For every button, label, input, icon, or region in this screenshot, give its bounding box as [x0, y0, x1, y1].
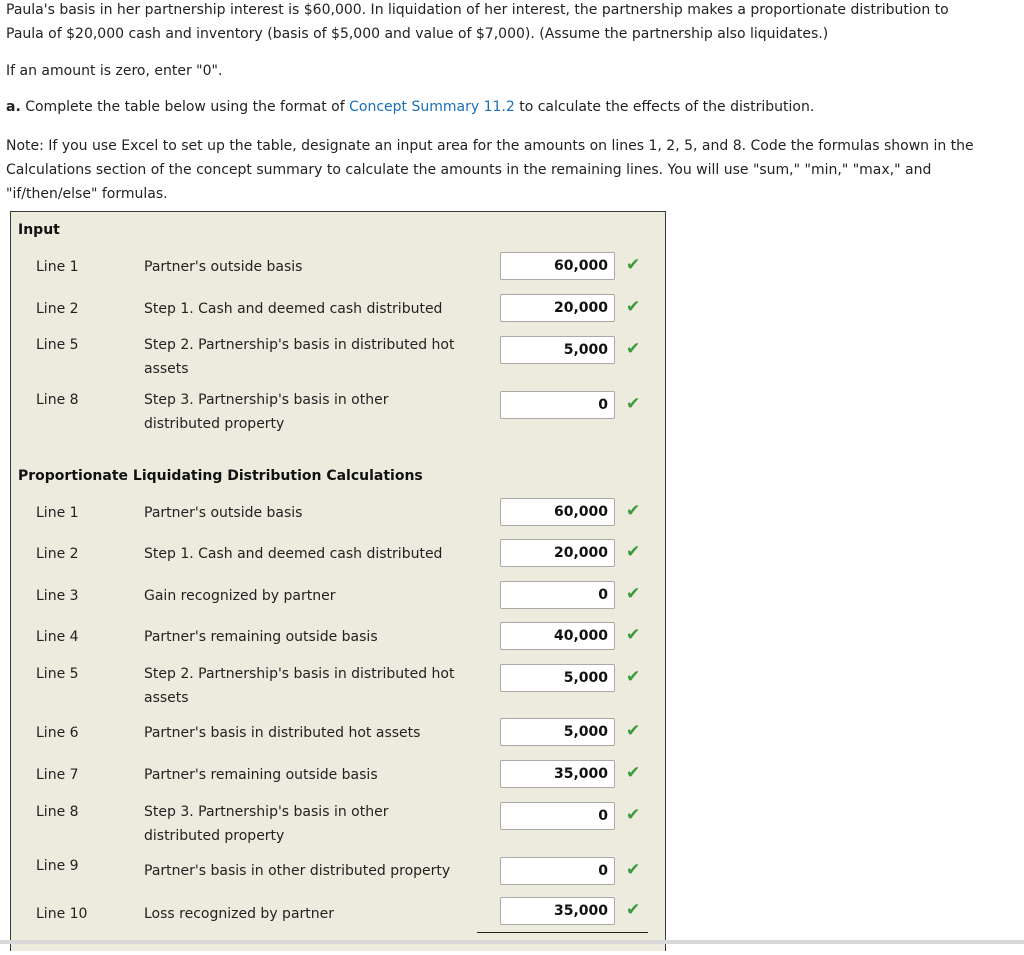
excel-note-line3: "if/then/else" formulas. [6, 186, 168, 202]
part-a-label: a. [6, 99, 21, 115]
amount-input[interactable]: 5,000 [500, 336, 615, 364]
line-description-text: Partner's remaining outside basis [144, 767, 378, 783]
line-description-text: Step 1. Cash and deemed cash distributed [144, 301, 443, 317]
line-description [144, 859, 484, 883]
line-number: Line 3 [36, 588, 79, 604]
amount-input[interactable]: 0 [500, 857, 615, 885]
line-number: Line 9 [36, 858, 79, 874]
amount-input[interactable]: 60,000 [500, 498, 615, 526]
line-description-text: Step 3. Partnership's basis in other [144, 392, 389, 408]
line-description-text: Partner's basis in distributed hot assets [144, 725, 421, 741]
excel-note-line2: Calculations section of the concept summary to calculate the amounts in the remaining lines. You will use "sum," "min," "max," and [6, 162, 932, 178]
problem-text-line1: Paula's basis in her partnership interest is $60,000. In liquidation of her interest, the partnership makes a proportionate distribution to [6, 2, 949, 18]
checkmark-icon: ✔ [626, 501, 641, 521]
part-a-text-before: Complete the table below using the format of [20, 99, 350, 115]
line-description-text: Step 2. Partnership's basis in distributed hot [144, 337, 455, 353]
line-description-text: Step 3. Partnership's basis in other [144, 804, 389, 820]
line-description-text: Loss recognized by partner [144, 906, 335, 922]
line-number: Line 4 [36, 629, 79, 645]
amount-input[interactable]: 20,000 [500, 539, 615, 567]
amount-input[interactable]: 35,000 [500, 760, 615, 788]
line-description-text-cont: distributed property [144, 828, 285, 844]
line-description [144, 542, 484, 566]
line-description-text: Partner's basis in other distributed property [144, 863, 451, 879]
line-number: Line 5 [36, 337, 79, 353]
line-description [144, 333, 484, 381]
amount-input[interactable]: 0 [500, 391, 615, 419]
checkmark-icon: ✔ [626, 805, 641, 825]
zero-instruction: If an amount is zero, enter "0". [6, 63, 223, 79]
line-description [144, 388, 484, 436]
amount-input[interactable]: 40,000 [500, 622, 615, 650]
line-number: Line 5 [36, 666, 79, 682]
line-description [144, 721, 484, 745]
line-description [144, 625, 484, 649]
total-underline [477, 932, 648, 933]
line-description [144, 297, 484, 321]
line-description-text-cont: distributed property [144, 416, 285, 432]
line-description-text: Partner's remaining outside basis [144, 629, 378, 645]
input-section-title: Input [18, 222, 60, 238]
excel-note-line1: Note: If you use Excel to set up the table, designate an input area for the amounts on lines 1, 2, 5, and 8. Code the formulas shown in the [6, 138, 974, 154]
line-description-text: Partner's outside basis [144, 259, 303, 275]
amount-input[interactable]: 35,000 [500, 897, 615, 925]
amount-input[interactable]: 0 [500, 581, 615, 609]
line-number: Line 7 [36, 767, 79, 783]
distribution-table [10, 211, 666, 951]
line-number: Line 8 [36, 392, 79, 408]
amount-input[interactable]: 60,000 [500, 252, 615, 280]
line-description-text-cont: assets [144, 361, 189, 377]
checkmark-icon: ✔ [626, 542, 641, 562]
checkmark-icon: ✔ [626, 763, 641, 783]
line-number: Line 1 [36, 505, 79, 521]
calc-section-title: Proportionate Liquidating Distribution Calculations [18, 468, 423, 484]
line-description-text: Step 1. Cash and deemed cash distributed [144, 546, 443, 562]
part-a-instruction [6, 95, 1020, 119]
line-number: Line 6 [36, 725, 79, 741]
line-description [144, 902, 484, 926]
amount-input[interactable]: 5,000 [500, 718, 615, 746]
part-a-text-after: to calculate the effects of the distribution. [514, 99, 815, 115]
line-description [144, 501, 484, 525]
concept-summary-link[interactable]: Concept Summary 11.2 [349, 99, 515, 115]
checkmark-icon: ✔ [626, 339, 641, 359]
checkmark-icon: ✔ [626, 625, 641, 645]
line-description-text: Gain recognized by partner [144, 588, 336, 604]
line-description [144, 763, 484, 787]
checkmark-icon: ✔ [626, 394, 641, 414]
line-number: Line 2 [36, 301, 79, 317]
page-bottom-border [0, 940, 1024, 944]
line-description [144, 662, 484, 710]
line-description [144, 800, 484, 848]
amount-input[interactable]: 0 [500, 802, 615, 830]
checkmark-icon: ✔ [626, 860, 641, 880]
line-description-text: Partner's outside basis [144, 505, 303, 521]
line-description-text-cont: assets [144, 690, 189, 706]
amount-input[interactable]: 5,000 [500, 664, 615, 692]
checkmark-icon: ✔ [626, 667, 641, 687]
checkmark-icon: ✔ [626, 900, 641, 920]
checkmark-icon: ✔ [626, 721, 641, 741]
line-description-text: Step 2. Partnership's basis in distributed hot [144, 666, 455, 682]
amount-input[interactable]: 20,000 [500, 294, 615, 322]
problem-text-line2: Paula of $20,000 cash and inventory (basis of $5,000 and value of $7,000). (Assume the partnership also liquidates.) [6, 26, 829, 42]
line-number: Line 8 [36, 804, 79, 820]
line-number: Line 10 [36, 906, 88, 922]
line-description [144, 255, 484, 279]
checkmark-icon: ✔ [626, 584, 641, 604]
line-number: Line 2 [36, 546, 79, 562]
checkmark-icon: ✔ [626, 255, 641, 275]
checkmark-icon: ✔ [626, 297, 641, 317]
line-number: Line 1 [36, 259, 79, 275]
line-description [144, 584, 484, 608]
